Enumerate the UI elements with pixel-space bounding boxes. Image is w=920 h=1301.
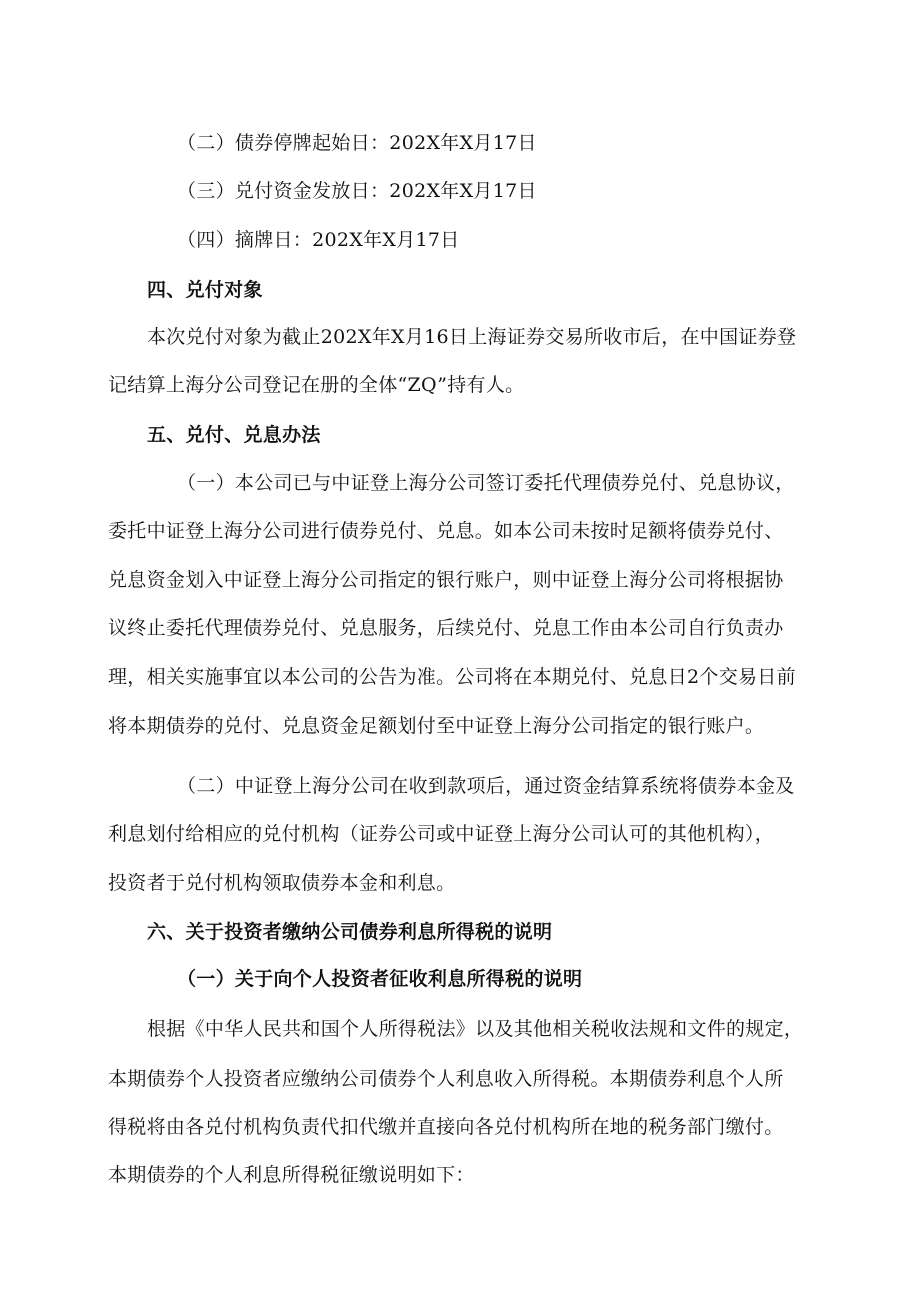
section-5-para-1-line: 将本期债券的兑付、兑息资金足额划付至中证登上海分公司指定的银行账户。	[108, 715, 765, 737]
section-4-line: 记结算上海分公司登记在册的全体“ZQ”持有人。	[108, 374, 525, 396]
section-5-heading: 五、兑付、兑息办法	[147, 424, 321, 446]
section-6-subheading: （一）关于向个人投资者征收利息所得税的说明	[177, 968, 583, 990]
section-6-heading: 六、关于投资者缴纳公司债券利息所得税的说明	[147, 921, 553, 943]
section-6-line: 本期债券的个人利息所得税征缴说明如下：	[108, 1164, 475, 1186]
section-5-para-1-line: 理，相关实施事宜以本公司的公告为准。公司将在本期兑付、兑息日2个交易日前	[108, 666, 796, 688]
section-5-para-1-line: 委托中证登上海分公司进行债券兑付、兑息。如本公司未按时足额将债券兑付、	[108, 520, 784, 542]
section-5-para-2-line: 投资者于兑付机构领取债券本金和利息。	[108, 872, 456, 894]
section-5-para-2-line: （二）中证登上海分公司在收到款项后，通过资金结算系统将债券本金及	[177, 775, 795, 797]
section-5-para-2-line: 利息划付给相应的兑付机构（证券公司或中证登上海分公司认可的其他机构），	[108, 823, 775, 845]
item-suspension-date: （二）债券停牌起始日：202X年X月17日	[177, 132, 537, 154]
section-5-para-1-line: 议终止委托代理债券兑付、兑息服务，后续兑付、兑息工作由本公司自行负责办	[108, 617, 784, 639]
item-fund-release-date: （三）兑付资金发放日：202X年X月17日	[177, 180, 537, 202]
section-6-line: 本期债券个人投资者应缴纳公司债券个人利息收入所得税。本期债券利息个人所	[108, 1068, 784, 1090]
section-5-para-1-line: 兑息资金划入中证登上海分公司指定的银行账户，则中证登上海分公司将根据协	[108, 569, 784, 591]
section-4-line: 本次兑付对象为截止202X年X月16日上海证券交易所收市后，在中国证券登	[147, 326, 797, 348]
item-delisting-date: （四）摘牌日：202X年X月17日	[177, 229, 460, 251]
section-5-para-1-line: （一）本公司已与中证登上海分公司签订委托代理债券兑付、兑息协议，	[177, 472, 795, 494]
section-6-line: 得税将由各兑付机构负责代扣代缴并直接向各兑付机构所在地的税务部门缴付。	[108, 1116, 784, 1138]
section-4-heading: 四、兑付对象	[147, 279, 263, 301]
section-6-line: 根据《中华人民共和国个人所得税法》以及其他相关税收法规和文件的规定，	[147, 1018, 804, 1040]
